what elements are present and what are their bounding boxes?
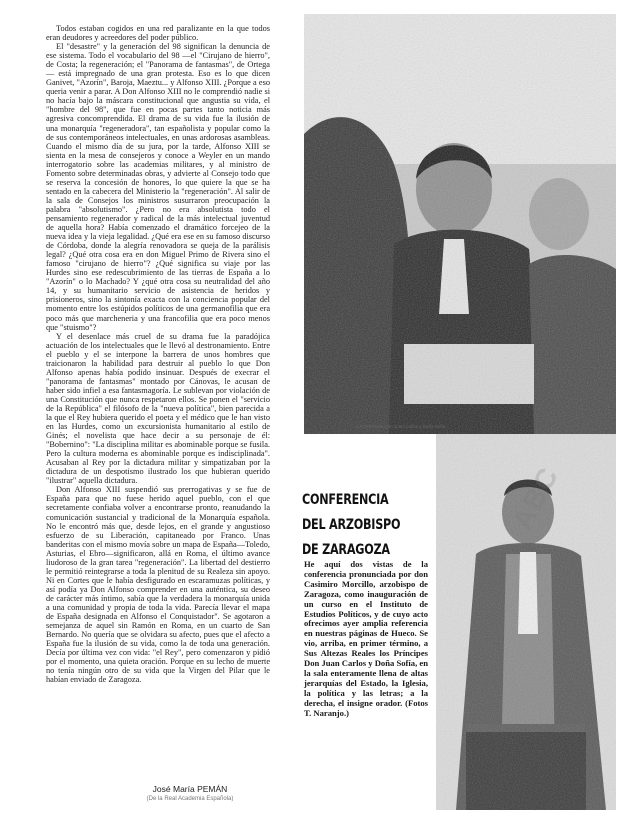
audience-photo — [304, 14, 616, 434]
headline-line: DE ZARAGOZA — [302, 542, 390, 558]
article-paragraph: El "desastre" y la generación del 98 significan la denuncia de ese sistema. Todo el vocabulario del 98 —el "Cirujano de hierro", de Costa; la regeneración; el "Panorama de fantasmas", de Ortega— está impregnado de una gran protesta. Eso es lo que dicen Ganivet, "Azorín", Baroja, Maeztu... y Alfonso XIII. ¿Porque a eso queria venir a parar. A Don Alfonso XIII no le comprendió nadie si no hacía bajo la máscara constitucional que angustia su vida, el "hombre del 98", que fue en pocas partes tanto noticia más agresiva concomprendida. El drama de su vida fue la ilusión de una monarquía "regeneradora", tan españolista y popular como la de sus contemporáneos intelectuales, en unas ardorosas asambleas. Cuando el mismo día de su jura, por la tarde, Alfonso XIII se sienta en la mesa de consejeros y conoce a Weyler en un mando interrogatorio sobre las academias militares, y al ministro de Fomento sobre determinadas obras, y advierte al Consejo todo que se reserva la concesión de honores, lo que quiere la que se ha sentado en la cabecera del Ministerio la "regeneración". Al salir de la sala de Consejos los ministros susurraron preocupación la palabra "absolutismo". ¿Pero no era absolutista todo el pensamiento regenerador y radical de la más intelectual juventud de aquella hora? Había comenzado el dramático forcejeo de la nueva idea y la vieja legalidad. ¿Qué era ese en su famoso discurso de Córdoba, donde la alegría renovadora se queja de la parálisis legal? ¿Qué otra cosa era en don Miguel Primo de Rivera sino el famoso "cirujano de hierro"? ¿Qué significa su viaje por las Hurdes sino ese redescubrimiento de las tierras de España a lo "Azorín" o lo Machado? Y ¿qué otra cosa su neutralidad del año 14, y su humanitario servicio de asistencia de heridos y prisioneros, sino la sintonía exacta con la conciencia popular del momento entre los estúpidos políticos de una germanofilia que era poco más que marcheneria y una francofilia que era poco menos que "stuismo"? — [46, 42, 270, 332]
headline-line: DEL ARZOBISPO — [302, 517, 401, 533]
article-body — [46, 24, 270, 780]
photo-caption-small: Los Príncipes Don Juan Carlos y Doña Sofía — [356, 424, 446, 429]
article-paragraph: Todos estaban cogidos en una red paralizante en la que todos eran deudores y acreedores del poder público. — [46, 24, 270, 43]
byline: José María PEMÁN — [152, 784, 228, 794]
photo-caption: He aquí dos vistas de la conferencia pronunciada por don Casimiro Morcillo, arzobispo de Zaragoza, como inauguración de un curso en el Instituto de Estudios Políticos, y de cuyo acto ofrecimos ayer amplia referencia en nuestras páginas de Hueco. Se vio, arriba, en primer término, a Sus Altezas Reales los Príncipes Don Juan Carlos y Doña Sofía, en la sala enteramente llena de altas jerarquías del Estado, la Iglesia, la política y las letras; a la derecha, el insigne orador. (Fotos T. Naranjo.) — [304, 559, 428, 718]
audience-photo-image — [304, 14, 616, 434]
byline-affiliation: (De la Real Academia Española) — [146, 796, 234, 802]
article-paragraph: Don Alfonso XIII suspendió sus prerrogativas y se fue de España para que no fuese herido aquel pueblo, con el que secretamente confiaba volver a encontrarse pronto, reanudando la comunicación sustancial y tradicional de la Monarquía española. No le encontró más que, desde lejos, en el grande y angustioso esfuerzo de su Liberación, capitaneado por Franco. Unas banderitas con el mismo movía sobre un mapa de España—Toledo, Asturias, el Ebro—significaron, allá en Roma, el último avance liudoroso de la gran tarea "regeneración". La libertad del destierro le permitió reintegrarse a toda la plenitud de su Realeza sin apoyo. Ni en Cortes que le había desfigurado en escaramuzas políticas, y así podía ya Don Alfonso comprender en una auténtica, su deseo de carácter más íntimo, sabía que la verdadera la monarquía unida a una comunidad y propia de toda la vida. Parecía llevar el mapa de España designada en Alfonso el Conquistador". Se agotaron a semejanza de aquel sin Ramón en Roma, en un cuarto de San Bernardo. No quería que se olvidara su afecto, pues que el afecto a España fue la ilusión de su vida, como la de toda una generación. Decía por última vez con vida: "el Rey", pero comenzaron y pidió por el momento, una quieta oración. Porque en su lecho de muerte no tenía ningún otro de su vida que la Virgen del Pilar que le habían enviado de Zaragoza. — [46, 485, 270, 685]
watermark: ABC — [506, 461, 565, 535]
headline — [302, 488, 408, 563]
headline-line: CONFERENCIA — [302, 492, 389, 508]
article-paragraph: Y el desenlace más cruel de su drama fue la paradójica actuación de los intelectuales que le llevó al destronamiento. Entre el pueblo y el se interpone la barrera de unos hombres que traicionaron la habilidad para destruir al pueblo lo que Don Alfonso apenas había podido insinuar. Después de execrar el "panorama de fantasmas" montado por Cánovas, le acusan de haber sido infiel a esa fantasmagoría. Le sublevan por violación de una Constitución que nunca respetaron ellos. Se ponen el "servicio de la República" el filósofo de la "nueva política", bien parecida a la que el Rey hubiera querido el poeta y el médico que le han visto en las Hurdes, como un excursionista humanitario al estilo de Ginés; el novelista que hace decir a su personaje de él: "Bobernino": "La disciplina militar es abominable porque se fusila. Pero la cultura moderna es abominable porque es indisciplinada". Acusaban al Rey por la dictadura militar y simpatizaban por la dictadura de un despotismo ilustrado los que hubieran querido "ilustrar" aquella dictadura. — [46, 331, 270, 486]
